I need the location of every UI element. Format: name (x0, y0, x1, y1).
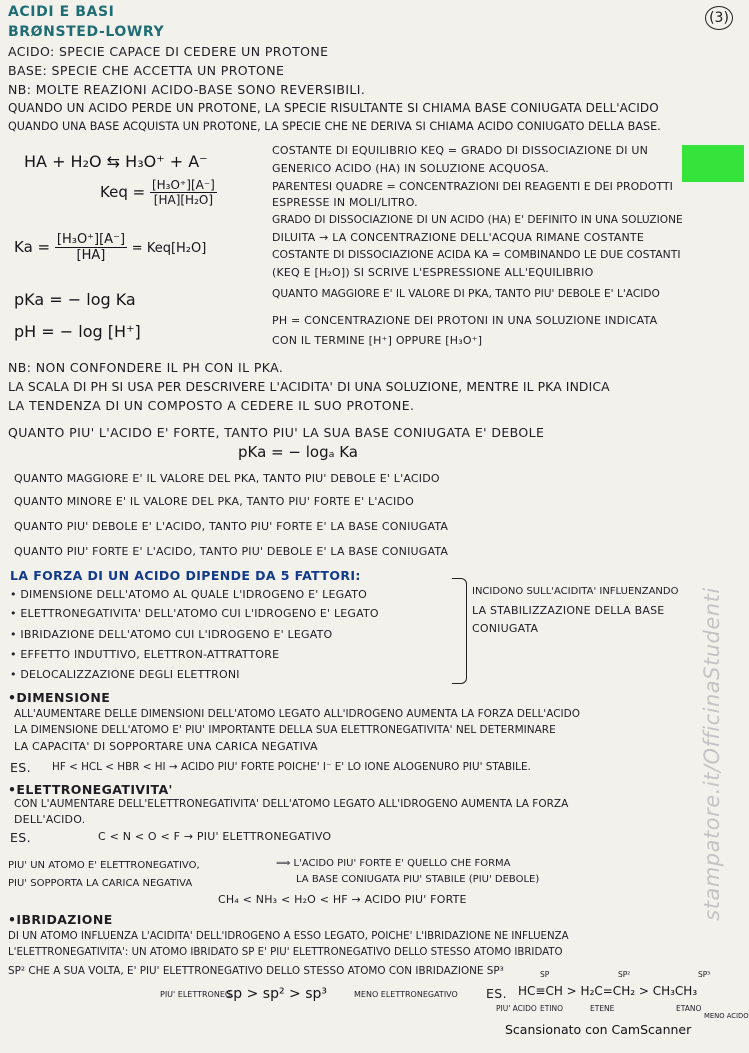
rule-line: QUANTO MINORE E' IL VALORE DEL PKA, TANTO PIU' FORTE E' L'ACIDO (14, 495, 414, 508)
example-label: ES. (486, 986, 508, 1001)
definition-line: COSTANTE DI DISSOCIAZIONE ACIDA KA = COMBINANDO LE DUE COSTANTI (272, 248, 681, 261)
hybrid-mark: SP² (618, 970, 631, 979)
ka-fraction (55, 232, 127, 263)
grouping-brace (452, 578, 467, 684)
ibridazione-heading: •IBRIDAZIONE (8, 912, 113, 927)
definition-line: GENERICO ACIDO (HA) IN SOLUZIONE ACQUOSA. (272, 162, 549, 175)
factor-item: • DELOCALIZZAZIONE DEGLI ELETTRONI (10, 668, 240, 681)
note-line: LA TENDENZA DI UN COMPOSTO A CEDERE IL SUO PROTONE. (8, 398, 415, 413)
explain-left: PIU' UN ATOMO E' ELETTRONEGATIVO, (8, 860, 200, 871)
factor-item: • ELETTRONEGATIVITA' DELL'ATOMO CUI L'IDROGENO E' LEGATO (10, 607, 379, 620)
factor-note: INCIDONO SULL'ACIDITA' INFLUENZANDO (472, 586, 679, 597)
ka-denominator: [HA] (76, 248, 106, 263)
note-line: NB: NON CONFONDERE IL PH CON IL PKA. (8, 360, 284, 375)
ka-label: Ka = (14, 238, 51, 256)
factor-note: LA STABILIZZAZIONE DELLA BASE (472, 604, 665, 617)
rule-line: QUANTO PIU' FORTE E' L'ACIDO, TANTO PIU' DEBOLE E' LA BASE CONIUGATA (14, 545, 449, 558)
keq-denominator: [HA][H₂O] (153, 193, 214, 207)
factor-item: • DIMENSIONE DELL'ATOMO AL QUALE L'IDROGENO E' LEGATO (10, 588, 368, 601)
intro-line: QUANDO UNA BASE ACQUISTA UN PROTONE, LA SPECIE CHE NE DERIVA SI CHIAMA ACIDO CONIUGATO DELLA BASE. (8, 120, 661, 133)
electronegativity-series: C < N < O < F → PIU' ELETTRONEGATIVO (98, 830, 332, 843)
example-sublabel: ETENE (590, 1004, 615, 1013)
hydrocarbon-series: HC≡CH > H₂C=CH₂ > CH₃CH₃ (518, 984, 698, 998)
keq-fraction (150, 178, 217, 207)
factors-heading: LA FORZA DI UN ACIDO DIPENDE DA 5 FATTORI: (10, 568, 361, 583)
definition-line: ESPRESSE IN MOLI/LITRO. (272, 196, 418, 209)
elettronegativita-heading: •ELETTRONEGATIVITA' (8, 782, 173, 797)
intro-line: ACIDO: SPECIE CAPACE DI CEDERE UN PROTONE (8, 44, 329, 59)
page-title: ACIDI E BASI (8, 4, 115, 20)
keq-numerator: [H₃O⁺][A⁻] (151, 178, 215, 192)
ph-equation: pH = − log [H⁺] (14, 322, 141, 341)
acid-series: CH₄ < NH₃ < H₂O < HF → ACIDO PIU' FORTE (218, 893, 467, 906)
ibridazione-line: SP² CHE A SUA VOLTA, E' PIU' ELETTRONEGATIVO DELLO STESSO ATOMO CON IBRIDAZIONE SP³ (8, 965, 504, 977)
definition-line: PH = CONCENTRAZIONE DEI PROTONI IN UNA SOLUZIONE INDICATA (272, 314, 658, 327)
pka-equation: pKa = − log Ka (14, 290, 136, 309)
explain-right: LA BASE CONIUGATA PIU' STABILE (PIU' DEBOLE) (296, 874, 540, 885)
intro-line: QUANDO UN ACIDO PERDE UN PROTONE, LA SPECIE RISULTANTE SI CHIAMA BASE CONIUGATA DELL'ACIDO (8, 101, 659, 115)
pka-log-equation: pKa = − logₐ Ka (238, 443, 358, 461)
example-label: ES. (10, 830, 32, 845)
example-sublabel: MENO ACIDO (704, 1012, 749, 1020)
definition-line: (KEQ E [H₂O]) SI SCRIVE L'ESPRESSIONE ALL'EQUILIBRIO (272, 266, 594, 279)
dimensione-line: LA CAPACITA' DI SOPPORTARE UNA CARICA NEGATIVA (14, 740, 318, 753)
hybrid-mark: SP (540, 970, 550, 979)
rule-line: QUANTO PIU' DEBOLE E' L'ACIDO, TANTO PIU' FORTE E' LA BASE CONIUGATA (14, 520, 449, 533)
example-sublabel: ETINO (540, 1004, 564, 1013)
definition-line: QUANTO MAGGIORE E' IL VALORE DI PKA, TANTO PIU' DEBOLE E' L'ACIDO (272, 288, 660, 300)
reaction-equation: HA + H₂O ⇆ H₃O⁺ + A⁻ (24, 152, 208, 171)
factor-note: CONIUGATA (472, 622, 539, 635)
definition-line: COSTANTE DI EQUILIBRIO KEQ = GRADO DI DISSOCIAZIONE DI UN (272, 144, 649, 157)
section-subtitle: BRØNSTED-LOWRY (8, 24, 165, 40)
hybrid-mark: SP³ (698, 970, 711, 979)
factor-item: • IBRIDAZIONE DELL'ATOMO CUI L'IDROGENO E' LEGATO (10, 628, 333, 641)
dimensione-example: HF < HCL < HBR < HI → ACIDO PIU' FORTE POICHE' I⁻ E' LO IONE ALOGENURO PIU' STABILE. (52, 761, 531, 773)
explain-right: ⟹ L'ACIDO PIU' FORTE E' QUELLO CHE FORMA (276, 858, 511, 869)
example-label: ES. (10, 760, 32, 775)
scanner-footer: Scansionato con CamScanner (505, 1022, 692, 1037)
dimensione-line: ALL'AUMENTARE DELLE DIMENSIONI DELL'ATOMO LEGATO ALL'IDROGENO AUMENTA LA FORZA DELL'ACIDO (14, 708, 580, 720)
definition-line: PARENTESI QUADRE = CONCENTRAZIONI DEI REAGENTI E DEI PRODOTTI (272, 180, 673, 193)
rule-line: QUANTO MAGGIORE E' IL VALORE DEL PKA, TANTO PIU' DEBOLE E' L'ACIDO (14, 472, 440, 485)
watermark: stampatore.it/OfficinaStudenti (700, 587, 724, 921)
order-right-label: MENO ELETTRONEGATIVO (354, 990, 458, 999)
hybridization-order: sp > sp² > sp³ (226, 986, 328, 1002)
keq-label: Keq = (100, 183, 146, 201)
intro-line: BASE: SPECIE CHE ACCETTA UN PROTONE (8, 63, 285, 78)
example-sublabel: PIU' ACIDO (496, 1004, 537, 1013)
factor-item: • EFFETTO INDUTTIVO, ELETTRON-ATTRATTORE (10, 648, 280, 661)
note-line: QUANTO PIU' L'ACIDO E' FORTE, TANTO PIU' LA SUA BASE CONIUGATA E' DEBOLE (8, 425, 545, 440)
intro-line: NB: MOLTE REAZIONI ACIDO-BASE SONO REVERSIBILI. (8, 82, 366, 97)
dimensione-line: LA DIMENSIONE DELL'ATOMO E' PIU' IMPORTANTE DELLA SUA ELETTRONEGATIVITA' NEL DETERMINARE (14, 724, 556, 736)
elettronegativita-line: DELL'ACIDO. (14, 813, 86, 826)
definition-line: GRADO DI DISSOCIAZIONE DI UN ACIDO (HA) E' DEFINITO IN UNA SOLUZIONE (272, 214, 683, 226)
ibridazione-line: L'ELETTRONEGATIVITA': UN ATOMO IBRIDATO SP E' PIU' ELETTRONEGATIVO DELLO STESSO ATOMO IBRIDATO (8, 947, 563, 958)
definition-line: CON IL TERMINE [H⁺] OPPURE [H₃O⁺] (272, 334, 483, 347)
example-sublabel: ETANO (676, 1004, 702, 1013)
green-highlight (682, 145, 744, 182)
page-number: (3) (705, 6, 733, 30)
order-left-label: PIU' ELETTRONEG. (160, 990, 234, 999)
dimensione-heading: •DIMENSIONE (8, 690, 111, 705)
note-line: LA SCALA DI PH SI USA PER DESCRIVERE L'ACIDITA' DI UNA SOLUZIONE, MENTRE IL PKA INDICA (8, 379, 610, 394)
ibridazione-line: DI UN ATOMO INFLUENZA L'ACIDITA' DELL'IDROGENO A ESSO LEGATO, POICHE' L'IBRIDAZIONE NE INFLUENZA (8, 931, 569, 942)
ka-equation (14, 232, 206, 263)
ka-rhs: = Keq[H₂O] (131, 241, 207, 256)
definition-line: DILUITA → LA CONCENTRAZIONE DELL'ACQUA RIMANE COSTANTE (272, 231, 645, 244)
keq-equation (100, 178, 217, 207)
ka-numerator: [H₃O⁺][A⁻] (56, 232, 126, 247)
elettronegativita-line: CON L'AUMENTARE DELL'ELETTRONEGATIVITA' DELL'ATOMO LEGATO ALL'IDROGENO AUMENTA LA FORZA (14, 798, 569, 810)
explain-left: PIU' SOPPORTA LA CARICA NEGATIVA (8, 878, 193, 889)
